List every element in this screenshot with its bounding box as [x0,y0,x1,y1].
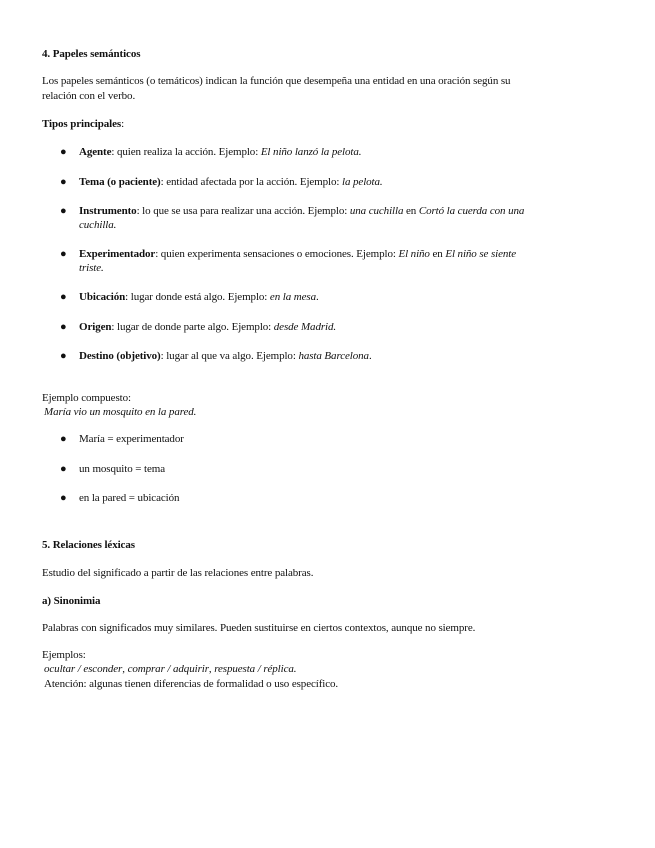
paragraph-line: Palabras con significados muy similares. Pueden sustituirse en ciertos contextos, aunque no siempre. [42,622,476,634]
list-item-continuation: triste. [79,262,104,274]
section-heading: 4. Papeles semánticos [42,48,141,60]
bullet-icon: ● [60,433,67,445]
list-item: un mosquito = tema [79,463,165,475]
bullet-icon: ● [60,321,67,333]
list-item: Ubicación: lugar donde está algo. Ejemplo: en la mesa. [79,291,319,303]
subheading: a) Sinonimia [42,595,101,607]
bullet-icon: ● [60,492,67,504]
bullet-icon: ● [60,463,67,475]
list-item: Tema (o paciente): entidad afectada por la acción. Ejemplo: la pelota. [79,176,383,188]
list-item: en la pared = ubicación [79,492,180,504]
list-item: Origen: lugar de donde parte algo. Ejemplo: desde Madrid. [79,321,337,333]
note-line: Atención: algunas tienen diferencias de formalidad o uso específico. [44,678,339,690]
bullet-icon: ● [60,350,67,362]
bullet-icon: ● [60,291,67,303]
examples-line: ocultar / esconder, comprar / adquirir, respuesta / réplica. [44,663,297,675]
list-item: Destino (objetivo): lugar al que va algo. Ejemplo: hasta Barcelona. [79,350,372,362]
bullet-icon: ● [60,176,67,188]
subheading: Tipos principales: [42,118,125,130]
bullet-icon: ● [60,205,67,217]
list-item: Agente: quien realiza la acción. Ejemplo: El niño lanzó la pelota. [79,146,362,158]
examples-label: Ejemplos: [42,649,86,661]
list-item: María = experimentador [79,433,184,445]
bullet-icon: ● [60,248,67,260]
paragraph-line: relación con el verbo. [42,90,136,102]
compound-example-sentence: María vio un mosquito en la pared. [44,406,197,418]
list-item-continuation: cuchilla. [79,219,117,231]
list-item: Instrumento: lo que se usa para realizar una acción. Ejemplo: una cuchilla en Cortó la cuerda con una [79,205,525,217]
section-heading: 5. Relaciones léxicas [42,539,135,551]
bullet-icon: ● [60,146,67,158]
list-item: Experimentador: quien experimenta sensaciones o emociones. Ejemplo: El niño en El niño se siente [79,248,517,260]
paragraph-line: Los papeles semánticos (o temáticos) indican la función que desempeña una entidad en una oración según su [42,75,511,87]
compound-example-label: Ejemplo compuesto: [42,392,131,404]
paragraph-line: Estudio del significado a partir de las relaciones entre palabras. [42,567,314,579]
